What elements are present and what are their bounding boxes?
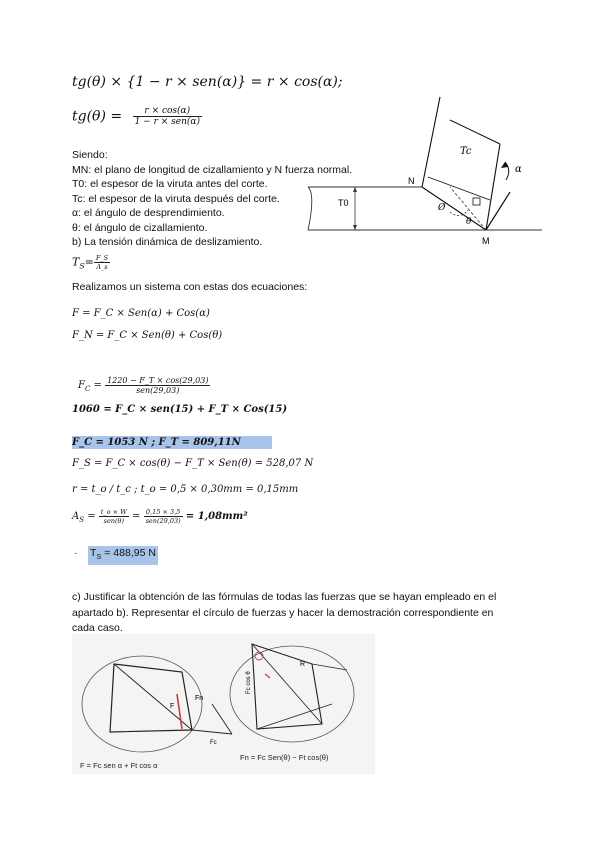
equation-1060: 1060 = F_C × sen(15) + F_T × Cos(15): [72, 404, 288, 415]
sketch-label-r: R: [300, 661, 306, 668]
equation-F: F = F_C × Sen(α) + Cos(α): [72, 308, 210, 319]
result-fc-ft: F_C = 1053 N ; F_T = 809,11N: [72, 436, 272, 449]
as-result: = 1,08mm²: [185, 511, 248, 522]
ts-formula: $T_S=$ $\frac{F\_S}{A\_s}$: [72, 254, 109, 271]
force-circle-sketch-photo: [72, 634, 375, 774]
eq2-numerator: r × cos(α): [133, 106, 202, 117]
eq2-denominator: 1 − r × sen(α): [134, 117, 200, 127]
equation-fs: F_S = F_C × cos(θ) − F_T × Sen(θ) = 528,07 N: [72, 458, 314, 469]
definition-mn: MN: el plano de longitud de cizallamiento y N fuerza normal.: [72, 163, 353, 176]
label-tc: Tc: [460, 146, 472, 157]
label-alpha: α: [515, 164, 522, 175]
definition-tc: Tc: el espesor de la viruta después del corte.: [72, 192, 280, 205]
part-c-text: c) Justificar la obtención de las fórmulas de todas las fuerzas que se hayan empleado en el apartado b). Representar el círculo de fuerzas y hacer la demostración correspondiente en cada caso.: [72, 591, 497, 634]
as-den-1: sen(θ): [103, 517, 124, 525]
equation-fc-fraction: $F_C$ = $\frac{1220 - F\_T \times \cos(29,03)}{\text{sen(29,03)}}$: [78, 376, 209, 395]
sketch-label-f: F: [170, 703, 175, 710]
eq2-lhs: tg(θ) =: [72, 108, 123, 125]
definition-t0: T0: el espesor de la viruta antes del corte.: [72, 178, 268, 190]
force-circle-sketch: [72, 634, 375, 774]
ts-result: $T_S = 488,95$ N: [88, 546, 158, 565]
as-den-2: sen(29,03): [145, 517, 181, 525]
part-b-title: b) La tensión dinámica de deslizamiento.: [72, 236, 263, 248]
equation-r: r = t_o / t_c ; t_o = 0,5 × 0,30mm = 0,15mm: [72, 484, 299, 495]
definitions-heading: Siendo:: [72, 149, 108, 161]
fc-numerator: 1220 − F_T × cos(29,03): [107, 376, 209, 385]
ts-denominator: A_s: [96, 263, 108, 271]
definition-theta: θ: el ángulo de cizallamiento.: [72, 221, 208, 234]
equation-tan-theta: tg(θ) × {1 − r × sen(α)} = r × cos(α);: [72, 74, 343, 90]
sketch-label-fc-cos: Fc cos θ: [246, 671, 252, 694]
fc-denominator: sen(29,03): [136, 386, 180, 395]
equation-tan-theta-fraction: [72, 106, 202, 127]
ts-numerator: F_S: [95, 254, 109, 262]
cutting-diagram: [300, 92, 550, 262]
as-num-2: 0,15 × 3,5: [144, 508, 183, 517]
label-n: N: [408, 176, 415, 186]
label-m: M: [482, 236, 490, 246]
label-phi: Ø: [438, 203, 446, 213]
ts-result-bullet: ·: [74, 547, 78, 559]
label-theta: θ: [466, 217, 472, 227]
sketch-caption-left: F = Fc sen α + Ft cos α: [80, 761, 158, 770]
sketch-label-fc: Fc: [210, 740, 217, 746]
sketch-label-fn: Fn: [195, 695, 204, 702]
system-intro: Realizamos un sistema con estas dos ecuaciones:: [72, 281, 308, 293]
label-t0: T0: [338, 198, 349, 208]
equation-FN: F_N = F_C × Sen(θ) + Cos(θ): [72, 330, 223, 341]
as-num-1: t_o × W: [100, 508, 127, 516]
definition-alpha: α: el ángulo de desprendimiento.: [72, 207, 225, 219]
equation-as: $A_S$ = $\frac{t\_o \times W}{\text{sen(θ)}}$ = $\frac{0,15 \times 3,5}{\text{sen(29,03)}}$ = 1,08mm²: [72, 508, 248, 525]
sketch-caption-right: Fn = Fc Sen(θ) − Ft cos(θ): [240, 753, 329, 762]
